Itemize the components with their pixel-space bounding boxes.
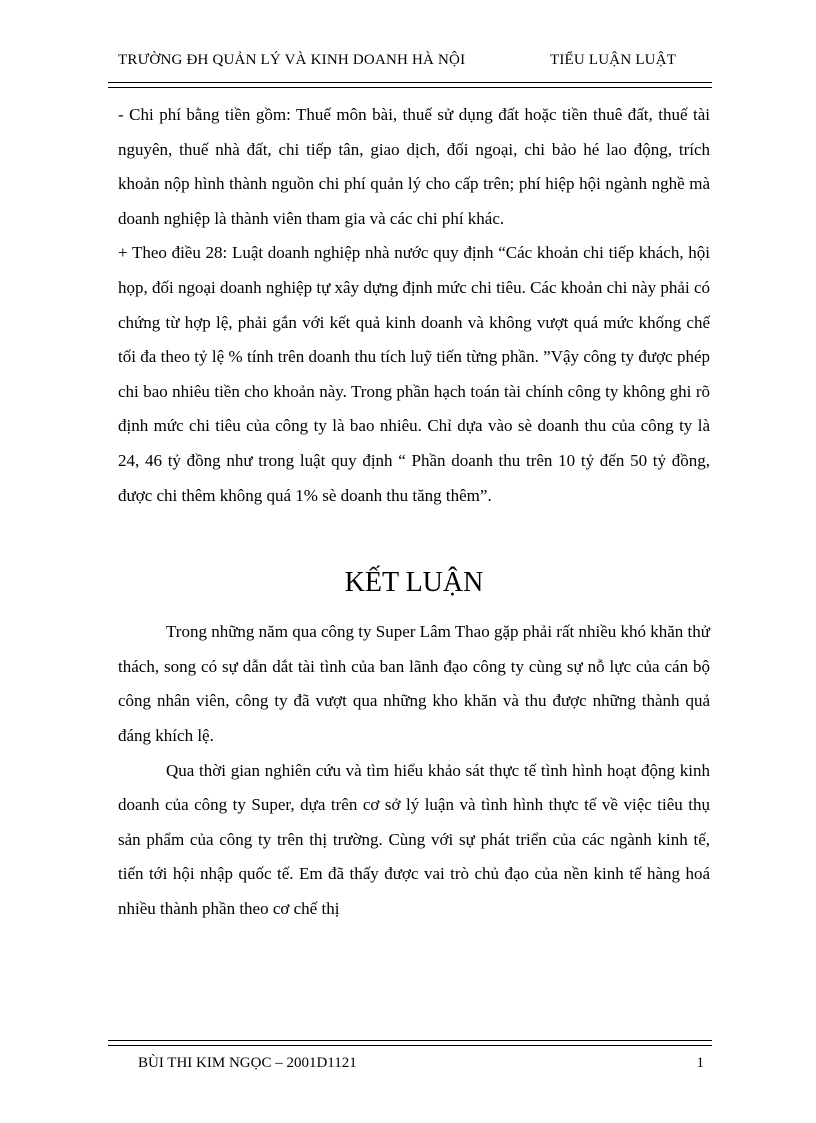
paragraph-article-28: + Theo điều 28: Luật doanh nghiệp nhà nước quy định “Các khoản chi tiếp khách, hội họp, đối ngoại doanh nghiệp tự xây dựng định mức chi tiêu. Các khoản chi này phải có chứng từ hợp lệ, phải gắn với kết quả kinh doanh và không vượt quá mức khống chế tối đa theo tỷ lệ % tính trên doanh thu tích luỹ tiến từng phần. ”Vậy công ty được phép chi bao nhiêu tiền cho khoản này. Trong phần hạch toán tài chính công ty không ghi rõ định mức chi tiêu của công ty là bao nhiêu. Chỉ dựa vào sè doanh thu của công ty là 24, 46 tỷ đồng như trong luật quy định “ Phần doanh thu trên 10 tỷ đến 50 tỷ đồng, được chi thêm không quá 1% sè doanh thu tăng thêm”.	[118, 243, 710, 505]
paragraph-conclusion-1: Trong những năm qua công ty Super Lâm Thao gặp phải rất nhiều khó khăn thử thách, song có sự dẫn dắt tài tình của ban lãnh đạo công ty cùng sự nỗ lực của cán bộ công nhân viên, công ty đã vượt qua những kho khăn và thu được những thành quả đáng khích lệ.	[118, 622, 710, 745]
paragraph-conclusion-2: Qua thời gian nghiên cứu và tìm hiểu khảo sát thực tế tình hình hoạt động kinh doanh của công ty Super, dựa trên cơ sở lý luận và tình hình thực tế về việc tiêu thụ sản phẩm của công ty trên thị trường. Cùng với sự phát triển của các ngành kinh tế, tiến tới hội nhập quốc tế. Em đã thấy được vai trò chủ đạo của nền kinh tế hàng hoá nhiều thành phần theo cơ chế thị	[118, 760, 710, 918]
page-header	[118, 52, 710, 74]
page-number: 1	[696, 1055, 704, 1071]
header-school-name: TRƯỜNG ĐH QUẢN LÝ VÀ KINH DOANH HÀ NỘI	[118, 52, 466, 68]
header-divider	[108, 82, 712, 88]
footer-divider	[108, 1040, 712, 1046]
footer-author: BÙI THI KIM NGỌC – 2001D1121	[138, 1055, 357, 1071]
paragraph-expenses: - Chi phí bằng tiền gồm: Thuế môn bài, thuế sử dụng đất hoặc tiền thuê đất, thuế tài nguyên, thuế nhà đất, chi tiếp tân, giao dịch, đối ngoại, chi bảo hé lao động, trích khoản nộp hình thành nguồn chi phí quản lý cho cấp trên; phí hiệp hội ngành nghề mà doanh nghiệp là thành viên tham gia và các chi phí khác.	[118, 105, 710, 228]
document-body	[118, 98, 710, 926]
header-document-type: TIỂU LUẬN LUẬT	[550, 52, 677, 68]
section-heading: KẾT LUẬN	[344, 567, 484, 599]
